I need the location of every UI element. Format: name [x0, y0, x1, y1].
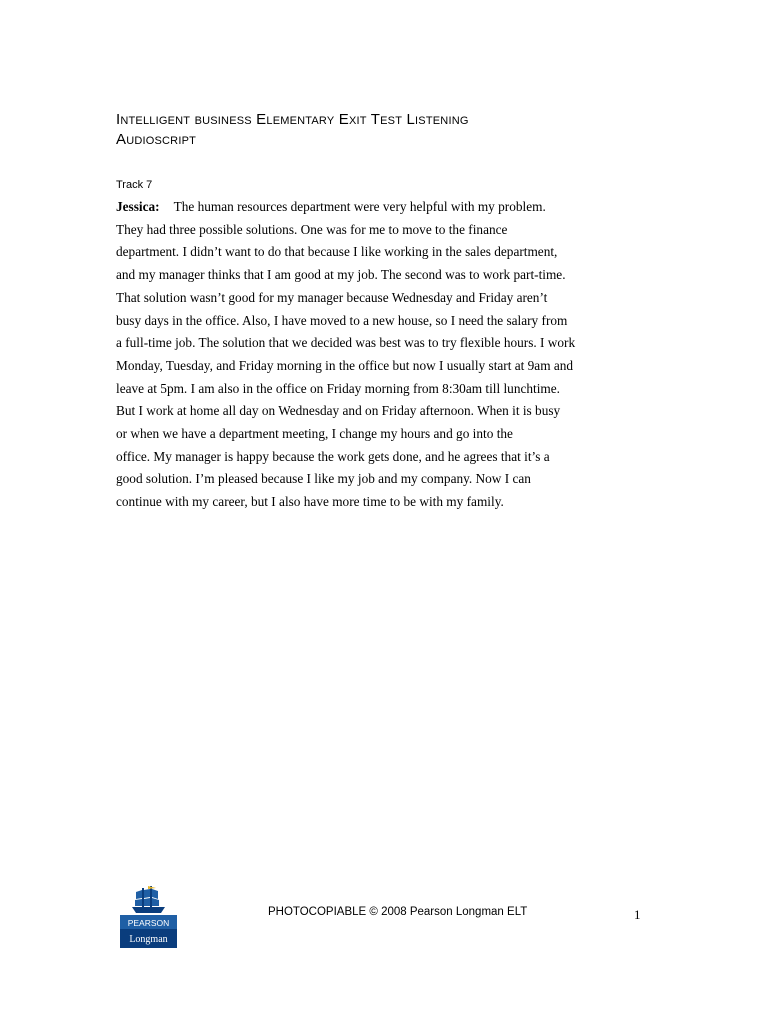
- text-line: good solution. I’m pleased because I like my job and my company. Now I can: [116, 471, 531, 487]
- text-line: busy days in the office. Also, I have moved to a new house, so I need the salary from: [116, 312, 568, 328]
- pearson-longman-logo: [120, 886, 177, 948]
- text-line: a full-time job. The solution that we decided was best was to try flexible hours. I work: [116, 335, 576, 351]
- text-line: leave at 5pm. I am also in the office on Friday morning from 8:30am till lunchtime.: [116, 380, 560, 396]
- track-label: Track 7: [116, 179, 153, 191]
- text-line: Monday, Tuesday, and Friday morning in the office but now I usually start at 9am and: [116, 357, 574, 373]
- text-line: continue with my career, but I also have more time to be with my family.: [116, 494, 504, 510]
- ship-icon: [132, 886, 165, 913]
- text-line: office. My manager is happy because the work gets done, and he agrees that it’s a: [116, 448, 550, 464]
- logo-bottom-text: Longman: [129, 934, 168, 945]
- title-line-1: Intelligent business Elementary Exit Test Listening: [116, 111, 469, 128]
- document-title: [116, 110, 616, 150]
- photocopiable-notice: PHOTOCOPIABLE © 2008 Pearson Longman ELT: [268, 906, 528, 918]
- text-line: But I work at home all day on Wednesday and on Friday afternoon. When it is busy: [116, 403, 561, 419]
- text-line: That solution wasn’t good for my manager because Wednesday and Friday aren’t: [116, 289, 548, 305]
- text-line: or when we have a department meeting, I change my hours and go into the: [116, 426, 513, 442]
- page-number: 1: [634, 907, 641, 922]
- speaker-name: Jessica:: [116, 199, 160, 214]
- text-line: They had three possible solutions. One was for me to move to the finance: [116, 221, 508, 237]
- logo-top-text: PEARSON: [127, 918, 170, 928]
- audioscript-body: [116, 196, 616, 514]
- text-line: department. I didn’t want to do that because I like working in the sales department,: [116, 244, 558, 260]
- title-line-2: Audioscript: [116, 131, 197, 148]
- text-line-content: The human resources department were very helpful with my problem.: [173, 199, 546, 214]
- text-line: [116, 196, 616, 219]
- text-line: and my manager thinks that I am good at my job. The second was to work part-time.: [116, 267, 566, 283]
